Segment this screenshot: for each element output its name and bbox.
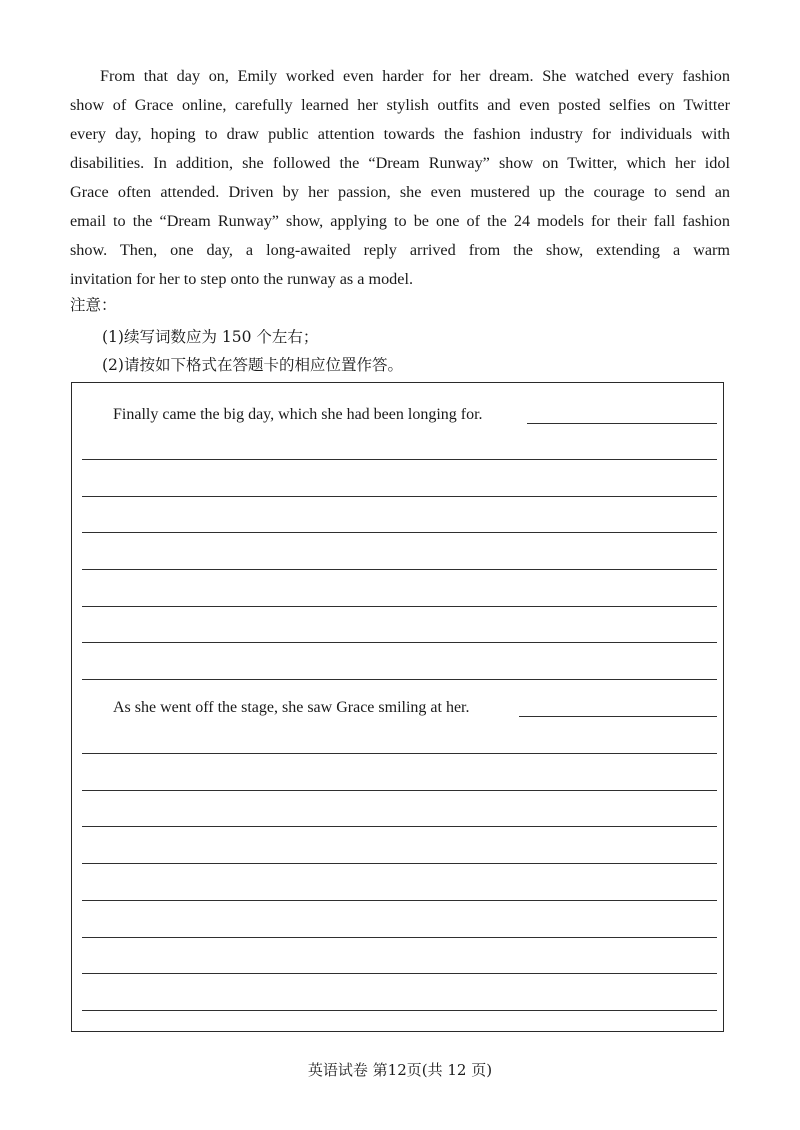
writing-line[interactable] <box>82 569 717 570</box>
writing-line[interactable] <box>82 790 717 791</box>
passage-line: From that day on, Emily worked even harder for her dream. She watched every fashion <box>100 67 730 85</box>
passage-line: disabilities. In addition, she followed the “Dream Runway” show on Twitter, which her idol <box>70 154 730 172</box>
notes-heading: 注意： <box>70 296 117 314</box>
continuation-prompt-2: As she went off the stage, she saw Grace smiling at her. <box>113 699 470 716</box>
passage-line: invitation for her to step onto the runway as a model. <box>70 270 414 288</box>
writing-line[interactable] <box>82 679 717 680</box>
passage-line: Grace often attended. Driven by her passion, she even mustered up the courage to send an <box>70 183 730 201</box>
continuation-prompt-1: Finally came the big day, which she had been longing for. <box>113 406 483 423</box>
writing-line[interactable] <box>82 863 717 864</box>
writing-line[interactable] <box>82 973 717 974</box>
writing-line[interactable] <box>82 496 717 497</box>
writing-line[interactable] <box>82 642 717 643</box>
prompt-1-blank[interactable] <box>527 423 717 424</box>
note-item-format: (2)请按如下格式在答题卡的相应位置作答。 <box>102 356 403 374</box>
passage-line: show of Grace online, carefully learned her stylish outfits and even posted selfies on Twitter <box>70 96 730 114</box>
passage-line: show. Then, one day, a long-awaited reply arrived from the show, extending a warm <box>70 241 730 259</box>
page-footer: 英语试卷 第12页(共 12 页) <box>307 1061 493 1079</box>
writing-line[interactable] <box>82 937 717 938</box>
prompt-2-blank[interactable] <box>519 716 717 717</box>
writing-line[interactable] <box>82 606 717 607</box>
writing-line[interactable] <box>82 826 717 827</box>
note-item-word-count: (1)续写词数应为 150 个左右； <box>102 328 319 346</box>
story-passage <box>70 62 730 294</box>
writing-line[interactable] <box>82 459 717 460</box>
passage-line: every day, hoping to draw public attention towards the fashion industry for individuals with <box>70 125 730 143</box>
writing-line[interactable] <box>82 532 717 533</box>
writing-line[interactable] <box>82 1010 717 1011</box>
writing-line[interactable] <box>82 900 717 901</box>
writing-line[interactable] <box>82 753 717 754</box>
passage-line: email to the “Dream Runway” show, applying to be one of the 24 models for their fall fashion <box>70 212 730 230</box>
